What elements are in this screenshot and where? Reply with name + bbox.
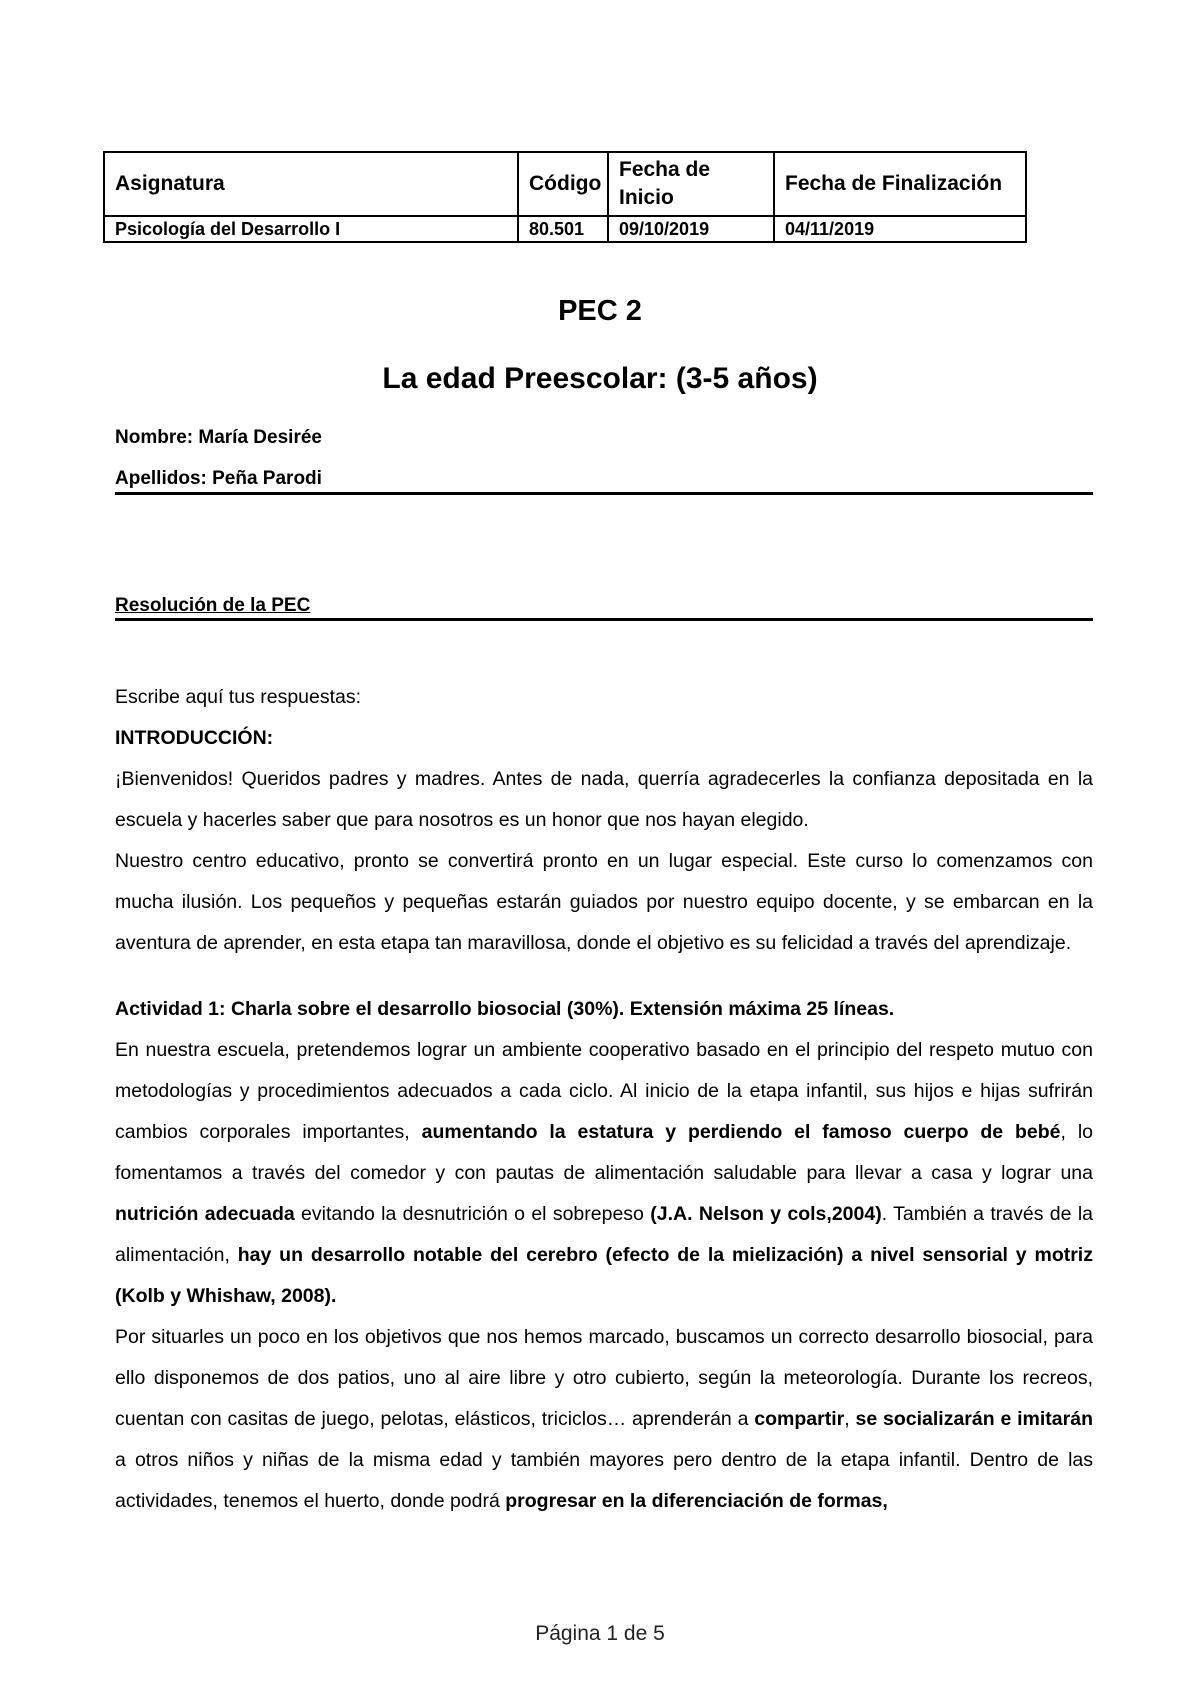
text-run-bold: progresar en la diferenciación de formas,	[505, 1490, 888, 1512]
divider	[115, 618, 1093, 621]
text-run-bold: (J.A. Nelson y cols,2004)	[650, 1203, 882, 1225]
intro-paragraph: Nuestro centro educativo, pronto se convertirá pronto en un lugar especial. Este curso lo comenzamos con mucha ilusión. Los pequeños y pequeñas estarán guiados por nuestro equipo docente, y se embarcan en la aventura de aprender, en esta etapa tan maravillosa, donde el objetivo es su felicidad a través del aprendizaje.	[115, 850, 1093, 954]
table-row	[104, 216, 1026, 242]
text-run: . También a través de la alimentación,	[115, 1203, 1093, 1266]
activity-paragraph	[115, 1030, 1093, 1317]
cell-fecha-inicio: 09/10/2019	[608, 216, 774, 242]
cell-asignatura: Psicología del Desarrollo I	[104, 216, 518, 242]
spacer	[115, 964, 1093, 989]
answer-prompt: Escribe aquí tus respuestas:	[115, 686, 362, 708]
student-surname: Apellidos: Peña Parodi	[115, 468, 322, 489]
text-run-bold: nutrición adecuada	[115, 1203, 295, 1225]
text-run: , lo fomentamos a través del comedor y con pautas de alimentación saludable para llevar a casa y lograr una	[115, 1121, 1094, 1184]
course-info-table	[103, 151, 1027, 243]
activity-heading: Actividad 1: Charla sobre el desarrollo biosocial (30%). Extensión máxima 25 líneas.	[115, 998, 895, 1020]
page-footer: Página 1 de 5	[535, 1622, 665, 1645]
header-asignatura: Asignatura	[104, 152, 518, 216]
document-body	[115, 677, 1093, 1522]
text-run-bold: se socializarán e imitarán	[855, 1408, 1093, 1430]
text-run: Por situarles un poco en los objetivos que nos hemos marcado, buscamos un correcto desarrollo biosocial, para ello disponemos de dos patios, uno al aire libre y otro cubierto, según la meteorología. Durante los recreos, cuentan con casitas de juego, pelotas, elásticos, triciclos… aprenderán a	[115, 1326, 1093, 1430]
page-subtitle: La edad Preescolar: (3-5 años)	[382, 362, 818, 395]
header-fecha-finalizacion: Fecha de Finalización	[774, 152, 1026, 216]
text-run-bold: hay un desarrollo notable del cerebro (efecto de la mielización) a nivel sensorial y motriz (Kolb y Whishaw, 2008).	[115, 1244, 1093, 1307]
text-run: ,	[844, 1408, 856, 1430]
text-run: En nuestra escuela, pretendemos lograr un ambiente cooperativo basado en el principio del respeto mutuo con metodologías y procedimientos adecuados a cada ciclo. Al inicio de la etapa infantil, sus hijos e hijas sufrirán cambios corporales importantes,	[115, 1039, 1093, 1143]
text-run: a otros niños y niñas de la misma edad y también mayores pero dentro de la etapa infantil. Dentro de las actividades, tenemos el huerto, donde podrá	[115, 1449, 1093, 1512]
divider	[115, 492, 1093, 495]
cell-fecha-finalizacion: 04/11/2019	[774, 216, 1026, 242]
header-fecha-inicio: Fecha de Inicio	[608, 152, 774, 216]
table-header-row	[104, 152, 1026, 216]
intro-paragraph: ¡Bienvenidos! Queridos padres y madres. Antes de nada, querría agradecerles la confianza depositada en la escuela y hacerles saber que para nosotros es un honor que nos hayan elegido.	[115, 768, 1093, 831]
section-title: Resolución de la PEC	[115, 595, 311, 616]
text-run: evitando la desnutrición o el sobrepeso	[294, 1203, 651, 1225]
intro-heading: INTRODUCCIÓN:	[115, 727, 274, 749]
activity-paragraph	[115, 1317, 1093, 1522]
text-run-bold: aumentando la estatura y perdiendo el famoso cuerpo de bebé	[421, 1121, 1061, 1143]
header-codigo: Código	[518, 152, 608, 216]
cell-codigo: 80.501	[518, 216, 608, 242]
text-run-bold: compartir	[754, 1408, 845, 1430]
page-title: PEC 2	[558, 295, 642, 327]
student-name: Nombre: María Desirée	[115, 427, 322, 448]
